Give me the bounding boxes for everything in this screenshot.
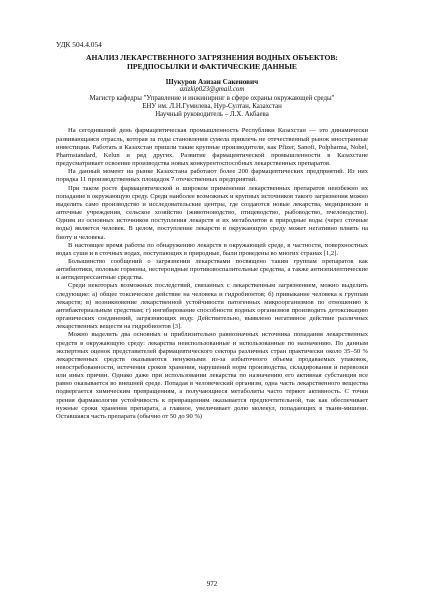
title-line: ПРЕДПОСЫЛКИ И ФАКТИЧЕСКИЕ ДАННЫЕ xyxy=(126,62,297,71)
paper-title xyxy=(56,53,368,71)
paragraph: На сегодняшний день фармацевтическая промышленность Республики Казахстан — это динамически развивающаяся отрасль, которая за годы становления сумела привлечь не отечественный рынок иностранные инвестиции. Работать в Казахстан пришли такие крупные производители, как Pfizer, Sanofi, Polpharma, Nobel, Pharmstandard, Kelun и ряд других. Развитие фармацевтической промышленности в Казахстане предусматривает освоение производства новых конкурентоспособных лекарственных препаратов. xyxy=(56,127,368,168)
paper-body xyxy=(56,127,368,421)
title-line: АНАЛИЗ ЛЕКАРСТВЕННОГО ЗАГРЯЗНЕНИЯ ВОДНЫХ ОБЪЕКТОВ: xyxy=(86,53,338,62)
author-position: Магистр кафедры "Управление и инжиниринг в сфере охраны окружающей среды" xyxy=(89,94,335,102)
paragraph: Можно выделить два основных и приблизительно равнозначных источника попадания лекарственных средств в окружающую среду: лекарства неиспользованные и использованные по назначению. По данным экспертных оценок представителей фармацевтического сектора различных стран практически около 35–50 % лекарственных средств оказываются ненужными из-за избыточного объема продаваемых упаковок, невостребованности, истечения сроков хранения, нарушений норм производства, складирования и перевозки или иных причин. Однако даже при использовании лекарства по назначению его активная субстанция все равно оказывается во внешней среде. Попадая в человеческий организм, одна часть лекарственного вещества подвергается химическим превращениям, а получающиеся метаболиты часто теряют активность. С точки зрения фармакологии устойчивость к превращениям оказывается предпочтительной, так как обеспечивает нужные сроки хранения препарата, а главное, увеличивает долю молекул, попадающих в ткани-мишени. Оставшаяся часть препарата (обычно от 50 до 90 %) xyxy=(56,331,368,420)
paragraph: Среди некоторых возможных последствий, связанных с лекарственным загрязнением, можно выделить следующие: а) общее токсическое действие на человека и гидробионтов; б) привыкание человека к группам лекарств; в) возникновение лекарственной устойчивости патогенных микроорганизмов по отношению к антибактериальным средствам; г) ингибирование способности водных организмов производить детоксикацию органических соединений, загрязняющих воду. Действительно, выявлено негативное действие различных лекарственных веществ на гидробионтов [3]. xyxy=(56,282,368,331)
paragraph: В настоящее время работы по обнаружению лекарств в окружающей среде, в частности, поверхностных водах суши и в сточных водах, поступающих в природные, были проведены во многих странах [1,2]. xyxy=(56,241,368,257)
paragraph: Большинство сообщений о загрязнении лекарствами посвящено таким группам препаратов как антибиотики, половые гормоны, нестероидные противовоспалительные средства, а также антиэпилептические и антидепрессантные средства. xyxy=(56,257,368,282)
paragraph: На данный момент на рынке Казахстана работают более 200 фармацевтических предприятий. Из них порядка 11 производственных площадок 7 отечественных предприятий. xyxy=(56,168,368,184)
udk-code: УДК 504.4.054 xyxy=(56,40,102,49)
paragraph: При таком росте фармацевтической и широком применении лекарственных препаратов неизбежно их попадание в окружающую среду. Среди наиболее возможных и крупных источников такого загрязнения можно выделить само производство и исследовательские центры, где создаются новые лекарства, медицинские и аптечные учреждения, сельское хозяйство (животноводство, птицеводство, рыбоводство, пчеловодство). Одним из основных источников поступления лекарств и их метаболитов в природные воды (через сточные воды) является человек. В целом, поступление лекарств в окружающую среду может негативно влиять на биоту и человека. xyxy=(56,184,368,241)
author-email[interactable]: azizkip023@gmail.com xyxy=(179,86,245,94)
author-block xyxy=(56,78,368,119)
author-name: Шукуров Азизан Сакенович xyxy=(165,78,259,86)
page-number: 972 xyxy=(206,580,218,588)
supervisor: Научный руководитель – Л.Х. Акбаева xyxy=(155,111,269,119)
author-university: ЕНУ им. Л.Н.Гумилева, Нур-Султан, Казахстан xyxy=(142,102,282,110)
